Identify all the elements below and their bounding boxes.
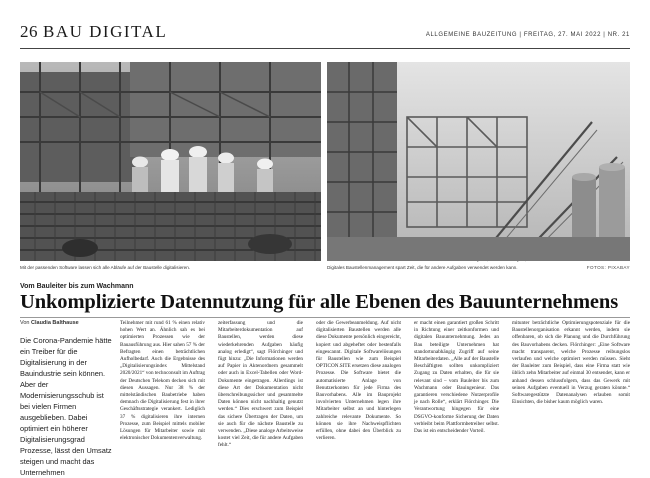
photo-caption-right: Digitales Baustellenmanagement spart Zeit, die für andere Aufgaben verwendet werden kann. (327, 265, 518, 270)
article-column-2: zeiterfassung und die Mitarbeiterdokumentation auf Baustellen, werden diese wiederkehrenden Aufgaben häufig analog erledigt“, sagt Flörchinger und fügt hinzu: „Die Informationen werden auf Papier in Aktenordnern gesammelt oder auch in Excel-Tabellen oder Word-Dokumente eingetragen. Allerdings ist diese Art der Dokumentation nicht überschreibungssicher und gesammelte Daten können nicht nachhaltig genutzt werden.“ Dies erschwert zum Beispiel das sichere Übertragen der Daten, um sie auch für die nächste Baustelle zu verwenden. „Diese analoge Arbeitsweise kostet viel Zeit, die für andere Aufgaben fehlt.“ (218, 320, 303, 449)
byline-author: Claudia Balthause (31, 320, 79, 326)
crane-building-photo (327, 62, 630, 261)
construction-workers-photo (20, 62, 321, 261)
article-column-4: er macht einen garantiert großen Schritt in Richtung einer zeitkonformen und digitalen Bauunternehmung. Jedes an Bau beteiligte Unternehmen hat standortunabhängig Zugriff auf seine Mitarbeiterdaten. „Alle auf der Baustelle Beschäftigten sollten unkompliziert Zugang zu Daten erhalten, die für sie relevant sind – vom Bauleiter bis zum Wachmann oder Bauingenieur. Das garantieren verschiedene Nutzerprofile je nach Rolle“, erklärt Flörchinger. Die Verantwortung hingegen für eine DSGVO-konforme Sicherung der Daten verbleibt beim Plattformbetreiber selbst. Das ist ein entscheidender Vorteil. (414, 320, 499, 435)
article-lead: Die Corona-Pandemie hätte ein Treiber für die Digitalisierung in der Bauindustrie sein können. Aber der Modernisierungsschub ist bei vielen Firmen ausgeblieben. Dabei optimiert ein höherer Digitalisierungsgrad Prozesse, lässt den Umsatz steigen und macht das Unternehmen (20, 336, 112, 477)
article-column-3: oder die Gewerbeanmeldung. Auf nicht digitalisierten Baustellen werden alle diese Dokumente persönlich eingereicht, kopiert und abgeheftet oder bestenfalls eingescannt. Digitale Softwarelösungen für Baustellen wie zum Beispiel OPTICON.SITE ersetzen diese analogen Prozesse. Die Software bietet die automatisierte Anlage von Benutzerkonten für jede Firma des Bauvorhabens. Alle im Bauprojekt involvierten Unternehmen legen ihre Mitarbeiter selbst an und hinterlegen zahlreiche relevante Dokumente. So können sie ihre Nachweispflichten erfüllen, ohne dabei den Überblick zu verlieren. (316, 320, 401, 442)
page-header (20, 22, 630, 46)
byline (20, 320, 79, 326)
header-rule (20, 48, 630, 49)
page-number: 26 (20, 22, 38, 41)
article-column-1: Teilnehmer mit rund 61 % einen relativ hohen Wert an. Ähnlich sah es bei optimierten Prozessen wie der Bauausführung aus. Hier sahen 57 % der Befragten einen beträchtlichen Aufholbedarf. Auch die Ergebnisse des „Digitalisierungsindex Mittelstand 2020/2021“ von technconsult im Auftrag der Deutschen Telekom decken sich mit diesen Aussagen. Nur 38 % der mittelständischen Baubetriebe haben demnach die Digitalisierung fest in ihrer Geschäftsstrategie verankert. Lediglich 37 % digitalisieren ihre internen Prozesse, zum Beispiel mittels mobiler Lösungen für Mitarbeiter sowie mit elektronischer Dokumentenverwaltung. (120, 320, 206, 442)
article-kicker: Vom Bauleiter bis zum Wachmann (20, 283, 134, 290)
article-headline: Unkomplizierte Datennutzung für alle Ebenen des Bauunternehmens (20, 291, 619, 313)
photo-caption-left: Mit der passenden Software lassen sich alle Abläufe auf der Baustelle digitalisieren. (20, 265, 191, 270)
section-title: BAU DIGITAL (43, 22, 168, 41)
headline-rule (20, 317, 630, 318)
byline-prefix: Von (20, 320, 30, 326)
article-column-5: mitunter beträchtliche Optimierungspotenziale für die Baustellenorganisation erkannt werden, indem sie offenbaren, ob sich die Planung und die Durchführung des Bauvorhabens decken. Flörchinger: „Eine Software macht transparent, welche Prozesse reibungslos verlaufen und welche optimiert werden müssen. Sieht der Bauleiter zum Beispiel, dass eine Firma statt wie üblich zehn Mitarbeiter auf einmal 30 entsendet, kann er anhand dessen schlussfolgern, dass das Gewerk mit seinen Aufgaben eventuell in Verzug geraten könnte.“ Softwaregestützte Datenanalysen erlauben somit Einsichten, die bisher kaum möglich waren. (512, 320, 630, 406)
issue-line: ALLGEMEINE BAUZEITUNG | FREITAG, 27. MAI 2022 | NR. 21 (425, 32, 630, 38)
photo-credit: FOTOS: PIXABAY (586, 265, 630, 270)
